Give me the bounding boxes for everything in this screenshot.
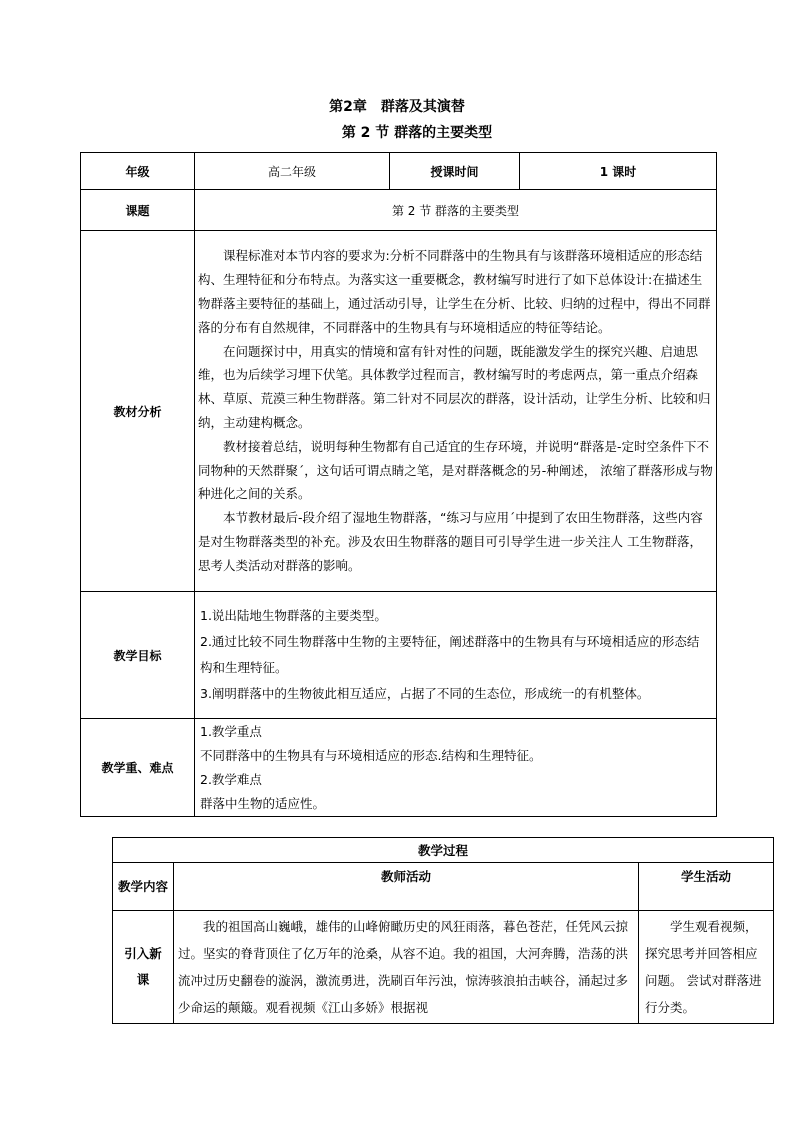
grade-value: 高二年级 bbox=[195, 153, 390, 190]
analysis-row bbox=[81, 231, 717, 592]
analysis-paragraph: 在问题探讨中，用真实的情境和富有针对性的问题，既能激发学生的探究兴趣、启迪思维，也为后续学习埋下伏笔。具体教学过程而言，教材编写时的考虑两点，第一重点介绍森林、草原、荒漠三种生物群落。第二针对不同层次的群落，设计活动，让学生分析、比较和归纳，主动建构概念。 bbox=[198, 343, 711, 430]
column-header-student: 学生活动 bbox=[639, 863, 774, 911]
key-points-list bbox=[195, 719, 717, 817]
grade-row bbox=[81, 153, 717, 190]
intro-student-text: 学生观看视频，探究思考并回答相应问题。 尝试对群落进行分类。 bbox=[645, 919, 762, 1015]
key-point-item: 2.教学难点 bbox=[200, 771, 262, 787]
key-point-item: 不同群落中的生物具有与环境相适应的形态.结构和生理特征。 bbox=[200, 747, 542, 763]
goals-row bbox=[81, 592, 717, 719]
lesson-info-table bbox=[80, 152, 717, 817]
column-header-teacher: 教师活动 bbox=[174, 863, 639, 911]
analysis-paragraph: 本节教材最后-段介绍了湿地生物群落，“练习与应用ˊ中提到了农田生物群落，这些内容是对生物群落类型的补充。涉及农田生物群落的题目可引导学生进一步关注人 工生物群落，思考人类活动对群落的影响。 bbox=[198, 510, 703, 573]
chapter-title: 第2章 群落及其演替 bbox=[329, 99, 465, 115]
key-points-row bbox=[81, 719, 717, 817]
time-value: 1 课时 bbox=[520, 153, 717, 190]
intro-row bbox=[113, 911, 774, 1024]
time-label: 授课时间 bbox=[390, 153, 520, 190]
goal-item: 3.阐明群落中的生物彼此相互适应，占据了不同的生态位，形成统一的有机整体。 bbox=[200, 686, 650, 701]
column-header-content: 教学内容 bbox=[113, 863, 174, 911]
topic-row bbox=[81, 190, 717, 231]
section-title: 第 2 节 群落的主要类型 bbox=[341, 125, 493, 141]
key-point-item: 1.教学重点 bbox=[200, 723, 262, 739]
process-title-row bbox=[113, 838, 774, 863]
key-points-label: 教学重、难点 bbox=[81, 719, 195, 817]
intro-teacher-text: 我的祖国高山巍峨，雄伟的山峰俯瞰历史的风狂雨落，暮色苍茫，任凭风云掠过。坚实的脊背顶住了亿万年的沧桑，从容不迫。我的祖国，大河奔腾，浩荡的洪流冲过历史翻卷的漩涡，激流勇进，洗刷百年污浊，惊涛骇浪拍击峡谷，涌起过多少命运的颠簸。观看视频《江山多娇》根据视 bbox=[178, 919, 629, 1015]
goals-list bbox=[195, 592, 717, 719]
goals-label: 教学目标 bbox=[81, 592, 195, 719]
analysis-label: 教材分析 bbox=[81, 231, 195, 592]
analysis-paragraph: 教材接着总结，说明每种生物都有自己适宜的生存环境，并说明“群落是-定时空条件下不同物种的天然群聚ˊ，这句话可谓点睛之笔，是对群落概念的另-种阐述， 浓缩了群落形成与物种进化之间的关系。 bbox=[198, 438, 713, 502]
intro-student-activity bbox=[639, 911, 774, 1024]
intro-teacher-activity bbox=[174, 911, 639, 1024]
grade-label: 年级 bbox=[81, 153, 195, 190]
analysis-paragraph: 课程标准对本节内容的要求为:分析不同群落中的生物具有与该群落环境相适应的形态结构、生理特征和分布特点。为落实这一重要概念，教材编写时进行了如下总体设计:在描述生物群落主要特征的基础上，通过活动引导，让学生在分析、比较、归纳的过程中，得出不同群落的分布有自然规律，不同群落中的生物具有与环境相适应的特征等结论。 bbox=[198, 248, 711, 335]
teaching-process-table bbox=[112, 837, 774, 1024]
analysis-text bbox=[195, 231, 717, 592]
topic-value: 第 2 节 群落的主要类型 bbox=[195, 190, 717, 231]
goal-item: 2.通过比较不同生物群落中生物的主要特征，阐述群落中的生物具有与环境相适应的形态结构和生理特征。 bbox=[200, 634, 700, 675]
process-header-row bbox=[113, 863, 774, 911]
goal-item: 1.说出陆地生物群落的主要类型。 bbox=[200, 608, 387, 623]
process-title: 教学过程 bbox=[113, 838, 774, 863]
intro-label: 引入新课 bbox=[113, 911, 174, 1024]
key-point-item: 群落中生物的适应性。 bbox=[200, 795, 326, 811]
topic-label: 课题 bbox=[81, 190, 195, 231]
